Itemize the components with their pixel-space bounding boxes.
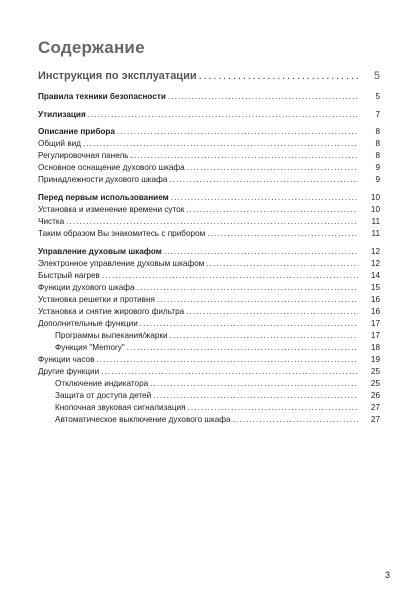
toc-entry[interactable] bbox=[38, 229, 380, 239]
toc-entry-page: 7 bbox=[375, 110, 380, 119]
leader-dots bbox=[150, 379, 358, 389]
toc-entry-page: 11 bbox=[371, 229, 380, 238]
toc-entry-label: Общий вид bbox=[38, 139, 81, 148]
toc-entry[interactable] bbox=[38, 127, 380, 137]
toc-entry-page: 16 bbox=[370, 307, 380, 316]
toc-entry-label: Отключение индикатора bbox=[55, 379, 149, 388]
toc-entry-page: 16 bbox=[370, 295, 380, 304]
toc-entry-page: 8 bbox=[375, 127, 380, 136]
leader-dots bbox=[66, 217, 358, 227]
leader-dots bbox=[140, 319, 358, 329]
toc-entry-label: Быстрый нагрев bbox=[38, 271, 100, 280]
leader-dots bbox=[101, 367, 358, 377]
toc-subentry[interactable] bbox=[55, 403, 380, 413]
toc-entry-page: 8 bbox=[375, 139, 380, 148]
toc-entry-label: Функция "Memory" bbox=[55, 343, 125, 352]
leader-dots bbox=[127, 343, 358, 353]
toc-entry-label: Функции часов bbox=[38, 355, 95, 364]
toc-entry-page: 25 bbox=[370, 367, 380, 376]
toc-entry[interactable] bbox=[38, 217, 380, 227]
toc-entry-label: Другие функции bbox=[38, 367, 100, 376]
toc-entry-page: 17 bbox=[370, 319, 380, 328]
leader-dots bbox=[206, 259, 358, 269]
toc-entry[interactable] bbox=[38, 295, 380, 305]
leader-dots bbox=[164, 247, 358, 257]
toc-entry-label: Инструкция по эксплуатации bbox=[38, 70, 197, 82]
toc-entry[interactable] bbox=[38, 151, 380, 161]
toc-entry-page: 5 bbox=[373, 70, 380, 82]
toc-entry-page: 9 bbox=[375, 163, 380, 172]
toc-subentry[interactable] bbox=[55, 391, 380, 401]
toc-entry-label: Принадлежности духового шкафа bbox=[38, 175, 168, 184]
page-title: Содержание bbox=[38, 38, 145, 57]
toc-entry-label: Кнопочная звуковая сигнализация bbox=[55, 403, 186, 412]
toc-entry-page: 19 bbox=[370, 355, 380, 364]
leader-dots bbox=[168, 92, 358, 102]
toc-entry-page: 25 bbox=[370, 379, 380, 388]
toc-entry-page: 10 bbox=[370, 193, 380, 202]
leader-dots bbox=[96, 355, 358, 365]
toc-entry-page: 12 bbox=[370, 259, 380, 268]
toc-entry[interactable] bbox=[38, 193, 380, 203]
toc-entry-page: 14 bbox=[370, 271, 380, 280]
toc-entry[interactable] bbox=[38, 283, 380, 293]
toc-entry-label: Описание прибора bbox=[38, 127, 115, 136]
toc-entry-label: Управление духовым шкафом bbox=[38, 247, 162, 256]
leader-dots bbox=[199, 70, 358, 83]
leader-dots bbox=[117, 127, 358, 137]
toc-entry[interactable] bbox=[38, 271, 380, 281]
leader-dots bbox=[169, 175, 358, 185]
toc-entry[interactable] bbox=[38, 247, 380, 257]
toc-entry[interactable] bbox=[38, 139, 380, 149]
leader-dots bbox=[157, 295, 358, 305]
toc-entry-page: 27 bbox=[370, 403, 380, 412]
toc-entry[interactable] bbox=[38, 205, 380, 215]
toc-entry[interactable] bbox=[38, 319, 380, 329]
leader-dots bbox=[102, 271, 358, 281]
leader-dots bbox=[153, 391, 358, 401]
toc-entry-page: 26 bbox=[370, 391, 380, 400]
toc-subentry[interactable] bbox=[55, 415, 380, 425]
leader-dots bbox=[186, 205, 358, 215]
toc-entry-label: Правила техники безопасности bbox=[38, 92, 166, 101]
page-number: 3 bbox=[384, 570, 390, 580]
toc-entry-label: Защита от доступа детей bbox=[55, 391, 152, 400]
toc-entry-page: 9 bbox=[375, 175, 380, 184]
toc-entry-page: 17 bbox=[370, 331, 380, 340]
toc-entry-label: Утилизация bbox=[38, 110, 86, 119]
toc-entry-label: Установка и снятие жирового фильтра bbox=[38, 307, 185, 316]
toc-entry-label: Перед первым использованием bbox=[38, 193, 169, 202]
toc-entry-page: 18 bbox=[370, 343, 380, 352]
toc-subentry[interactable] bbox=[55, 331, 380, 341]
toc-entry-label: Функции духового шкафа bbox=[38, 283, 135, 292]
leader-dots bbox=[186, 307, 358, 317]
toc-entry-label: Установка решетки и противня bbox=[38, 295, 155, 304]
toc-entry-label: Электронное управление духовым шкафом bbox=[38, 259, 205, 268]
leader-dots bbox=[137, 283, 358, 293]
toc-entry-label: Таким образом Вы знакомитесь с прибором bbox=[38, 229, 206, 238]
toc-entry-page: 11 bbox=[371, 217, 380, 226]
toc-entry[interactable] bbox=[38, 175, 380, 185]
toc-entry[interactable] bbox=[38, 70, 380, 83]
leader-dots bbox=[131, 151, 358, 161]
leader-dots bbox=[171, 193, 358, 203]
toc-entry[interactable] bbox=[38, 355, 380, 365]
leader-dots bbox=[170, 331, 358, 341]
toc-entry-label: Основное оснащение духового шкафа bbox=[38, 163, 185, 172]
toc-entry-label: Установка и изменение времени суток bbox=[38, 205, 185, 214]
toc-entry[interactable] bbox=[38, 163, 380, 173]
toc-entry[interactable] bbox=[38, 92, 380, 102]
toc-entry-label: Программы выпекания/жарки bbox=[55, 331, 168, 340]
leader-dots bbox=[233, 415, 358, 425]
toc-entry[interactable] bbox=[38, 110, 380, 120]
toc-entry-label: Чистка bbox=[38, 217, 65, 226]
toc-entry-label: Дополнительные функции bbox=[38, 319, 138, 328]
toc-entry-label: Регулировочная панель bbox=[38, 151, 129, 160]
toc-subentry[interactable] bbox=[55, 343, 380, 353]
toc-entry[interactable] bbox=[38, 367, 380, 377]
toc-entry-page: 5 bbox=[375, 92, 380, 101]
leader-dots bbox=[83, 139, 358, 149]
leader-dots bbox=[207, 229, 358, 239]
toc-entry[interactable] bbox=[38, 259, 380, 269]
toc-subentry[interactable] bbox=[55, 379, 380, 389]
toc-entry-label: Автоматическое выключение духового шкафа bbox=[55, 415, 231, 424]
toc-entry-page: 15 bbox=[370, 283, 380, 292]
leader-dots bbox=[88, 110, 358, 120]
toc-entry-page: 27 bbox=[370, 415, 380, 424]
toc-entry-page: 8 bbox=[375, 151, 380, 160]
toc-entry-page: 10 bbox=[370, 205, 380, 214]
toc-entry[interactable] bbox=[38, 307, 380, 317]
toc-entry-page: 12 bbox=[370, 247, 380, 256]
leader-dots bbox=[187, 163, 358, 173]
leader-dots bbox=[188, 403, 358, 413]
